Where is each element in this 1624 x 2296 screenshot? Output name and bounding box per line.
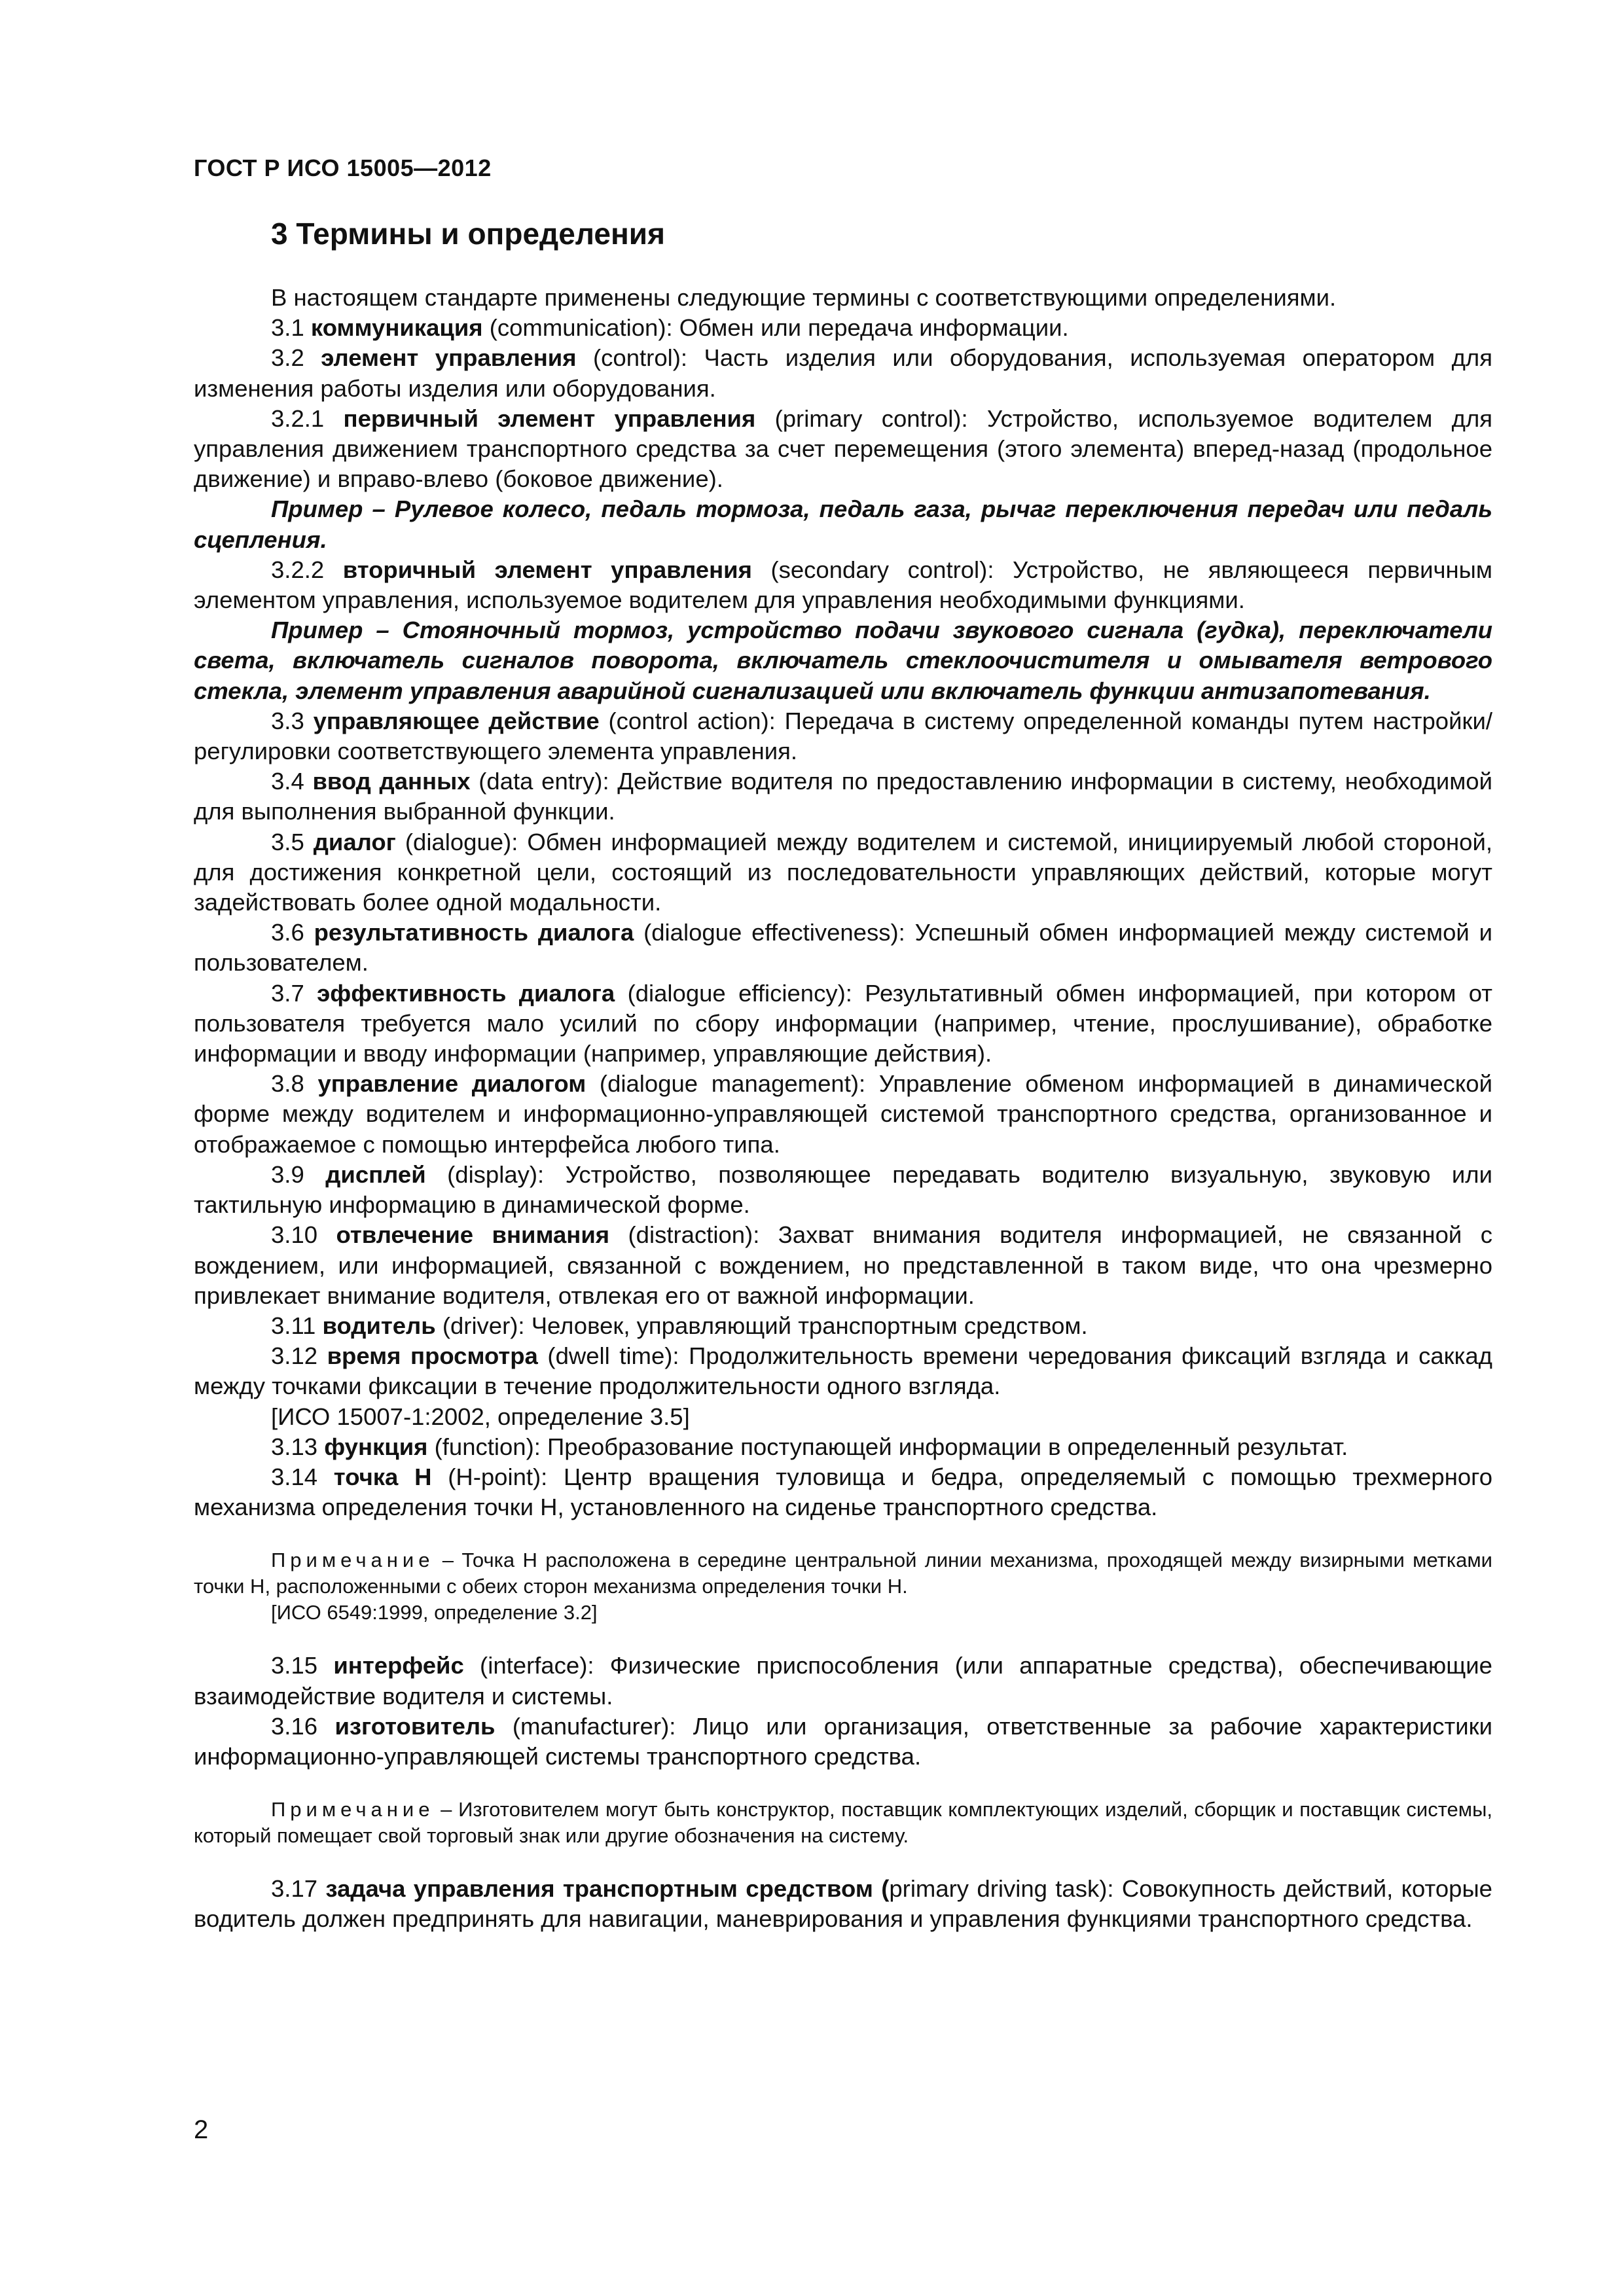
document-body: [194, 283, 1492, 1935]
note-2: Примечание – Изготовителем могут быть конструктор, поставщик комплектующих изделий, сборщик и поставщик системы, который помещает свой торговый знак или другие обозначения на систему.: [194, 1798, 1492, 1848]
term-name: отвлечение внимания: [336, 1221, 610, 1249]
example-1: Пример – Рулевое колесо, педаль тормоза, педаль газа, рычаг переключения передач или педаль сцепления.: [194, 495, 1492, 553]
document-header: ГОСТ Р ИСО 15005—2012: [194, 154, 492, 181]
note-1: Примечание – Точка Н расположена в середине центральной линии механизма, проходящей между визирными метками точки Н, расположенными с обеих сторон механизма определения точки Н.: [194, 1549, 1492, 1598]
term-name: дисплей: [325, 1160, 426, 1188]
term-3-7: 3.7 эффективность диалога (dialogue efficiency): Результативный обмен информацией, при котором от пользователя требуется мало усилий по сбору информации (например, чтение, прослушивание), обработке информации и вводу информации (например, управляющие действия).: [194, 979, 1492, 1067]
term-name: коммуникация: [310, 314, 483, 342]
note-label: Примечание: [271, 1549, 435, 1572]
reference-2: [ИСО 6549:1999, определение 3.2]: [271, 1601, 598, 1624]
term-name: время просмотра: [327, 1342, 538, 1370]
page-number: 2: [194, 2115, 209, 2144]
term-name: результативность диалога: [314, 919, 634, 946]
term-name: первичный элемент управления: [343, 404, 756, 432]
term-3-16: 3.16 изготовитель (manufacturer): Лицо или организация, ответственные за рабочие характеристики информационно-управляющей системы транспортного средства.: [194, 1712, 1492, 1770]
term-name: управляющее действие: [313, 707, 600, 734]
note-label: Примечание: [271, 1798, 435, 1821]
term-name: точка Н: [333, 1463, 432, 1490]
term-3-15: 3.15 интерфейс (interface): Физические приспособления (или аппаратные средства), обеспечивающие взаимодействие водителя и системы.: [194, 1652, 1492, 1710]
term-3-11: 3.11 водитель (driver): Человек, управляющий транспортным средством.: [271, 1312, 1088, 1339]
term-name: водитель: [322, 1312, 436, 1339]
term-name: вторичный элемент управления: [342, 556, 752, 583]
term-3-2-2: 3.2.2 вторичный элемент управления (secondary control): Устройство, не являющееся первичным элементом управления, используемое водителем для управления необходимыми функциями.: [194, 556, 1492, 614]
term-3-12: 3.12 время просмотра (dwell time): Продолжительность времени чередования фиксаций взгляда и саккад между точками фиксации в течение продолжительности одного взгляда.: [194, 1342, 1492, 1400]
term-3-5: 3.5 диалог (dialogue): Обмен информацией между водителем и системой, инициируемый любой стороной, для достижения конкретной цели, состоящий из последовательности управляющих действий, которые могут задействовать более одной модальности.: [194, 828, 1492, 916]
term-name: ввод данных: [312, 768, 471, 795]
term-name: изготовитель: [334, 1712, 496, 1740]
term-3-6: 3.6 результативность диалога (dialogue effectiveness): Успешный обмен информацией между системой и пользователем.: [194, 919, 1492, 977]
term-3-2-1: 3.2.1 первичный элемент управления (primary control): Устройство, используемое водителем для управления движением транспортного средства за счет перемещения (этого элемента) вперед-назад (продольное движение) и вправо-влево (боковое движение).: [194, 404, 1492, 493]
term-name: интерфейс: [333, 1652, 464, 1679]
term-3-14: 3.14 точка Н (H-point): Центр вращения туловища и бедра, определяемый с помощью трехмерного механизма определения точки Н, установленного на сиденье транспортного средства.: [194, 1463, 1492, 1521]
term-name: задача управления транспортным средством (: [325, 1875, 890, 1903]
term-3-8: 3.8 управление диалогом (dialogue management): Управление обменом информацией в динамической форме между водителем и информационно-управляющей системой транспортного средства, организованное и отображаемое с помощью интерфейса любого типа.: [194, 1070, 1492, 1158]
term-3-3: 3.3 управляющее действие (control action): Передача в систему определенной команды путем настройки/регулировки соответствующего элемента управления.: [194, 707, 1492, 765]
section-title: 3 Термины и определения: [271, 217, 665, 251]
intro-paragraph: В настоящем стандарте применены следующие термины с соответствующими определениями.: [271, 284, 1337, 311]
term-name: диалог: [313, 828, 396, 855]
term-3-17: 3.17 задача управления транспортным средством (primary driving task): Совокупность действий, которые водитель должен предпринять для навигации, маневрирования и управления функциями транспортного средства.: [194, 1875, 1492, 1933]
term-name: функция: [324, 1433, 428, 1460]
term-name: эффективность диалога: [317, 979, 615, 1007]
term-3-4: 3.4 ввод данных (data entry): Действие водителя по предоставлению информации в систему, необходимой для выполнения выбранной функции.: [194, 768, 1492, 825]
reference-1: [ИСО 15007-1:2002, определение 3.5]: [271, 1403, 690, 1430]
term-3-9: 3.9 дисплей (display): Устройство, позволяющее передавать водителю визуальную, звуковую или тактильную информацию в динамической форме.: [194, 1160, 1492, 1219]
term-name: управление диалогом: [317, 1070, 586, 1098]
term-3-10: 3.10 отвлечение внимания (distraction): Захват внимания водителя информацией, не связанной с вождением, или информацией, связанной с вождением, но представленной в таком виде, что она чрезмерно привлекает внимание водителя, отвлекая его от важной информации.: [194, 1221, 1492, 1309]
term-3-13: 3.13 функция (function): Преобразование поступающей информации в определенный результат.: [271, 1433, 1348, 1460]
term-name: элемент управления: [321, 344, 577, 372]
term-3-1: 3.1 коммуникация (communication): Обмен или передача информации.: [271, 314, 1069, 342]
example-2: Пример – Стояночный тормоз, устройство подачи звукового сигнала (гудка), переключатели света, включатель сигналов поворота, включатель стеклоочистителя и омывателя ветрового стекла, элемент управления аварийной сигнализацией или включатель функции антизапотевания.: [194, 617, 1492, 704]
term-3-2: 3.2 элемент управления (control): Часть изделия или оборудования, используемая оператором для изменения работы изделия или оборудования.: [194, 344, 1492, 402]
